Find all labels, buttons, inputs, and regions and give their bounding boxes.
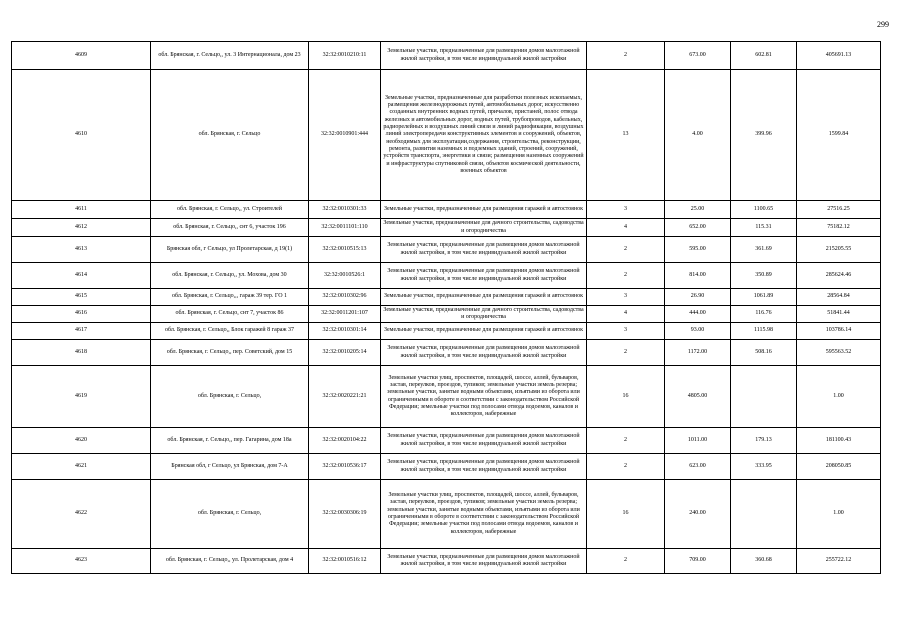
cadastral-number-cell: 32:32:0010302:96: [309, 289, 381, 306]
cadastral-value-cell: 75182.12: [797, 219, 881, 237]
group-cell: 4: [587, 219, 665, 237]
specific-value-cell: 508.16: [731, 340, 797, 366]
row-number: 4618: [12, 340, 151, 366]
table-row: [12, 42, 881, 70]
cadastral-number-cell: 32:32:0010205:14: [309, 340, 381, 366]
area-cell: 444.00: [665, 306, 731, 323]
land-use-cell: Земельные участки, предназначенные для размещения домов малоэтажной жилой застройки, в том числе индивидуальной жилой застройки: [381, 237, 587, 263]
land-use-cell: Земельные участки, предназначенные для дачного строительства, садоводства и огородничества: [381, 219, 587, 237]
address-cell: обл. Брянская, г. Сельцо,, ул. Пролетарская, дом 4: [151, 549, 309, 574]
table-row: [12, 480, 881, 549]
cadastral-value-cell: 1.00: [797, 366, 881, 428]
address-cell: обл. Брянская, г. Сельцо,, ул. Мохова, дом 30: [151, 263, 309, 289]
group-cell: 2: [587, 454, 665, 480]
address-cell: обл. Брянская, г. Сельцо,: [151, 480, 309, 549]
cadastral-value-table: [11, 41, 881, 574]
area-cell: 814.00: [665, 263, 731, 289]
cadastral-value-cell: 595563.52: [797, 340, 881, 366]
group-cell: 3: [587, 323, 665, 340]
table-row: [12, 201, 881, 219]
address-cell: обл. Брянская, г. Сельцо,, снт 6, участок 196: [151, 219, 309, 237]
specific-value-cell: 360.68: [731, 549, 797, 574]
cadastral-value-cell: 1.00: [797, 480, 881, 549]
address-cell: обл. Брянская, г. Сельцо,, ул. Строителей: [151, 201, 309, 219]
cadastral-number-cell: 32:32:0011201:107: [309, 306, 381, 323]
cadastral-value-cell: 208050.85: [797, 454, 881, 480]
cadastral-value-cell: 27516.25: [797, 201, 881, 219]
specific-value-cell: 333.95: [731, 454, 797, 480]
cadastral-number-cell: 32:32:0010536:17: [309, 454, 381, 480]
row-number: 4619: [12, 366, 151, 428]
group-cell: 3: [587, 201, 665, 219]
land-use-cell: Земельные участки, предназначенные для размещения домов малоэтажной жилой застройки, в том числе индивидуальной жилой застройки: [381, 549, 587, 574]
address-cell: обл. Брянская, г. Сельцо,, пер. Гагарина, дом 18а: [151, 428, 309, 454]
address-cell: обл. Брянская, г. Сельцо: [151, 70, 309, 201]
row-number: 4610: [12, 70, 151, 201]
area-cell: 25.00: [665, 201, 731, 219]
cadastral-number-cell: 32:32:0010210:11: [309, 42, 381, 70]
row-number: 4613: [12, 237, 151, 263]
area-cell: 93.00: [665, 323, 731, 340]
land-use-cell: Земельные участки, предназначенные для размещения домов малоэтажной жилой застройки, в том числе индивидуальной жилой застройки: [381, 42, 587, 70]
area-cell: 623.00: [665, 454, 731, 480]
area-cell: 26.90: [665, 289, 731, 306]
row-number: 4611: [12, 201, 151, 219]
address-cell: обл. Брянская, г. Сельцо,,, гараж 39 тер. ГО 1: [151, 289, 309, 306]
group-cell: 2: [587, 428, 665, 454]
specific-value-cell: [731, 480, 797, 549]
row-number: 4614: [12, 263, 151, 289]
row-number: 4609: [12, 42, 151, 70]
address-cell: Брянская обл, г Сельцо, ул Пролетарская, д 19(1): [151, 237, 309, 263]
cadastral-value-cell: 285624.46: [797, 263, 881, 289]
address-cell: обл. Брянская, г. Сельцо, снт 7, участок 86: [151, 306, 309, 323]
cadastral-value-cell: 255722.12: [797, 549, 881, 574]
group-cell: 2: [587, 263, 665, 289]
cadastral-number-cell: 32:32:0030306:19: [309, 480, 381, 549]
table-row: [12, 219, 881, 237]
specific-value-cell: 361.69: [731, 237, 797, 263]
specific-value-cell: 1100.65: [731, 201, 797, 219]
table-row: [12, 263, 881, 289]
cadastral-value-cell: 215205.55: [797, 237, 881, 263]
cadastral-number-cell: 32:32:0010526:1: [309, 263, 381, 289]
cadastral-value-cell: 51841.44: [797, 306, 881, 323]
land-use-cell: Земельные участки, предназначенные для разработки полезных ископаемых, размещения железнодорожных путей, автомобильных дорог, искусственно созданных внутренних водных путей, причалов, пристаней, полос отвода железных и автомобильных дорог, водных путей, трубопроводов, кабельных, радиорелейных и воздушных линий связи и линий радиофикации, воздушных линий электропередачи конструктивных элементов и сооружений, объектов, необходимых для эксплуатации,содержания, строительства, реконструкции, ремонта, развития наземных и подземных зданий, строений, сооружений, устройств транспорта, энергетики и связи; размещения наземных сооружений и инфраструктуры спутниковой связи, объектов космической деятельности, военных объектов: [381, 70, 587, 201]
address-cell: Брянская обл, г Сельцо, ул Брянская, дом 7-А: [151, 454, 309, 480]
land-use-cell: Земельные участки, предназначенные для размещения домов малоэтажной жилой застройки, в том числе индивидуальной жилой застройки: [381, 340, 587, 366]
specific-value-cell: 602.81: [731, 42, 797, 70]
cadastral-value-cell: 28564.84: [797, 289, 881, 306]
table-row: [12, 237, 881, 263]
area-cell: 652.00: [665, 219, 731, 237]
land-use-cell: Земельные участки, предназначенные для размещения домов малоэтажной жилой застройки, в том числе индивидуальной жилой застройки: [381, 454, 587, 480]
cadastral-number-cell: 32:32:0010301:14: [309, 323, 381, 340]
specific-value-cell: 1115.98: [731, 323, 797, 340]
specific-value-cell: 350.89: [731, 263, 797, 289]
row-number: 4621: [12, 454, 151, 480]
table-row: [12, 306, 881, 323]
cadastral-number-cell: 32:32:0010901:444: [309, 70, 381, 201]
land-use-cell: Земельные участки, предназначенные для размещения домов малоэтажной жилой застройки, в том числе индивидуальной жилой застройки: [381, 428, 587, 454]
group-cell: 2: [587, 42, 665, 70]
table-row: [12, 454, 881, 480]
land-use-cell: Земельные участки, предназначенные для размещения гаражей и автостоянок: [381, 201, 587, 219]
area-cell: 4805.00: [665, 366, 731, 428]
group-cell: 16: [587, 480, 665, 549]
cadastral-number-cell: 32:32:0011101:110: [309, 219, 381, 237]
specific-value-cell: 179.13: [731, 428, 797, 454]
cadastral-value-cell: 1599.84: [797, 70, 881, 201]
table-row: [12, 428, 881, 454]
area-cell: 673.00: [665, 42, 731, 70]
row-number: 4623: [12, 549, 151, 574]
area-cell: 709.00: [665, 549, 731, 574]
cadastral-value-cell: 405691.13: [797, 42, 881, 70]
row-number: 4612: [12, 219, 151, 237]
specific-value-cell: 116.76: [731, 306, 797, 323]
group-cell: 16: [587, 366, 665, 428]
specific-value-cell: [731, 366, 797, 428]
group-cell: 2: [587, 549, 665, 574]
group-cell: 3: [587, 289, 665, 306]
group-cell: 2: [587, 237, 665, 263]
table-row: [12, 70, 881, 201]
land-use-cell: Земельные участки, предназначенные для размещения гаражей и автостоянок: [381, 289, 587, 306]
cadastral-number-cell: 32:32:0020104:22: [309, 428, 381, 454]
cadastral-number-cell: 32:32:0020221:21: [309, 366, 381, 428]
page-number: 299: [877, 20, 889, 29]
area-cell: 1172.00: [665, 340, 731, 366]
address-cell: обл. Брянская, г. Сельцо,, ул. 3 Интернационала, дом 23: [151, 42, 309, 70]
table-row: [12, 549, 881, 574]
address-cell: обл. Брянская, г. Сельцо,, пер. Советский, дом 15: [151, 340, 309, 366]
area-cell: 4.00: [665, 70, 731, 201]
address-cell: обл. Брянская, г. Сельцо,: [151, 366, 309, 428]
cadastral-value-cell: 181100.43: [797, 428, 881, 454]
specific-value-cell: 1061.89: [731, 289, 797, 306]
cadastral-number-cell: 32:32:0010301:33: [309, 201, 381, 219]
group-cell: 2: [587, 340, 665, 366]
row-number: 4622: [12, 480, 151, 549]
cadastral-number-cell: 32:32:0010515:13: [309, 237, 381, 263]
group-cell: 13: [587, 70, 665, 201]
land-use-cell: Земельные участки, предназначенные для размещения гаражей и автостоянок: [381, 323, 587, 340]
cadastral-number-cell: 32:32:0010516:12: [309, 549, 381, 574]
group-cell: 4: [587, 306, 665, 323]
table-row: [12, 366, 881, 428]
row-number: 4620: [12, 428, 151, 454]
address-cell: обл. Брянская, г. Сельцо,, Блок гаражей 8 гараж 37: [151, 323, 309, 340]
land-use-cell: Земельные участки улиц, проспектов, площадей, шоссе, аллей, бульваров, застав, переулков, проездов, тупиков; земельные участки земель резерва; земельные участки, занятые водными объектами, изъятыми из оборота или ограниченными в обороте в соответствии с законодательством Российской Федерации; земельные участки под полосами отвода водоемов, каналов и коллекторов, набережные: [381, 480, 587, 549]
cadastral-value-cell: 103786.14: [797, 323, 881, 340]
land-use-cell: Земельные участки, предназначенные для дачного строительства, садоводства и огородничества: [381, 306, 587, 323]
table-row: [12, 289, 881, 306]
specific-value-cell: 115.31: [731, 219, 797, 237]
row-number: 4616: [12, 306, 151, 323]
row-number: 4615: [12, 289, 151, 306]
table-row: [12, 340, 881, 366]
row-number: 4617: [12, 323, 151, 340]
land-use-cell: Земельные участки, предназначенные для размещения домов малоэтажной жилой застройки, в том числе индивидуальной жилой застройки: [381, 263, 587, 289]
area-cell: 595.00: [665, 237, 731, 263]
area-cell: 1011.00: [665, 428, 731, 454]
land-use-cell: Земельные участки улиц, проспектов, площадей, шоссе, аллей, бульваров, застав, переулков, проездов, тупиков; земельные участки земель резерва; земельные участки, занятые водными объектами, изъятыми из оборота или ограниченными в обороте в соответствии с законодательством Российской Федерации; земельные участки под полосами отвода водоемов, каналов и коллекторов, набережные: [381, 366, 587, 428]
area-cell: 240.00: [665, 480, 731, 549]
table-row: [12, 323, 881, 340]
specific-value-cell: 399.96: [731, 70, 797, 201]
